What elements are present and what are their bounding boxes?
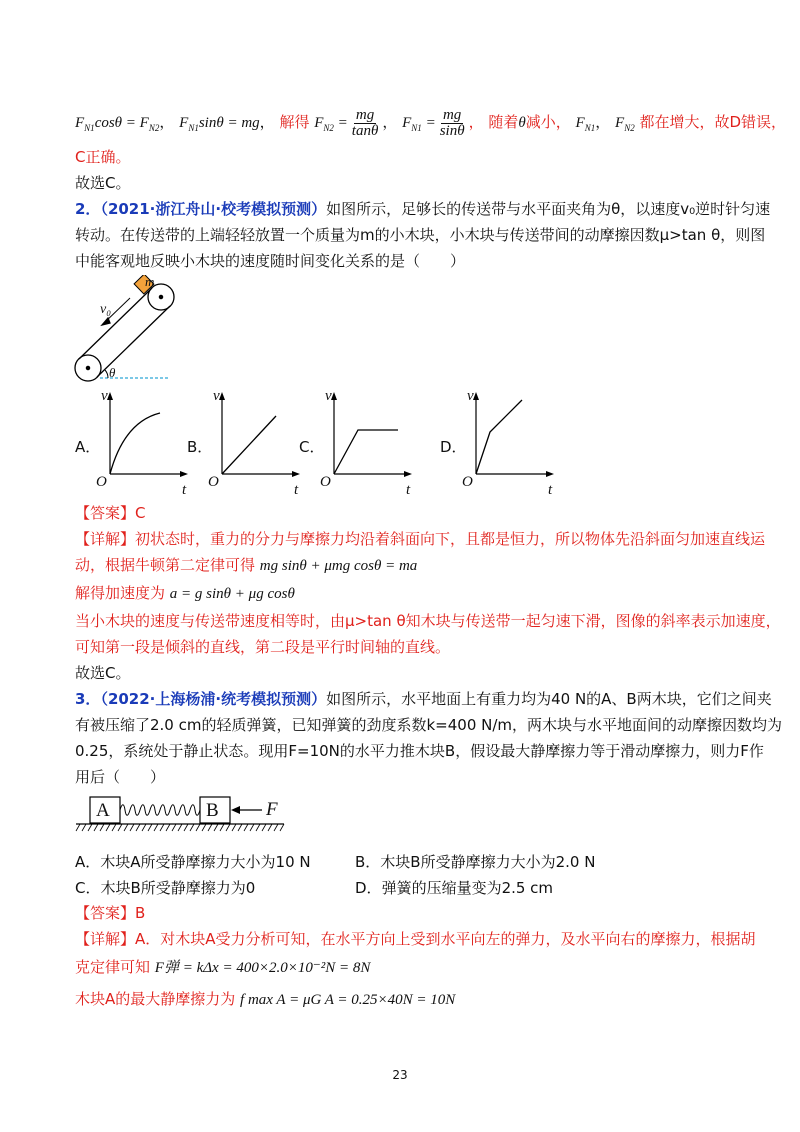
axis-t: t <box>182 482 187 498</box>
q3-option-a[interactable]: A．木块A所受静摩擦力大小为10 N <box>75 853 311 871</box>
answer-value: B <box>135 904 146 922</box>
axis-t: t <box>294 482 299 498</box>
q2-detail-line5: 可知第一段是倾斜的直线，第二段是平行时间轴的直线。 <box>75 638 451 656</box>
q3-number: 3． <box>75 690 101 708</box>
tail-b: 减小， <box>525 112 571 131</box>
graph-d <box>466 390 556 490</box>
axis-o: O <box>96 474 107 490</box>
force-label: F <box>266 799 278 820</box>
q2-detail-line3: 解得加速度为 a = g sinθ + μg cosθ <box>75 584 295 602</box>
q3-source: （2022·上海杨浦·统考模拟预测） <box>100 690 327 708</box>
tail-c: 都在增大，故D错误， <box>639 112 787 131</box>
hooke-equation: F弹 = kΔx = 400×2.0×10⁻²N = 8N <box>154 960 371 976</box>
answer-label: 【答案】 <box>75 904 136 922</box>
eq-fn1: $F_{N1}$ = $\frac{mg}{\sin\theta}$ <box>402 107 465 139</box>
q2-conclusion: 故选C。 <box>75 664 131 682</box>
eq-fn1-cos: $F_{N1}\cos\theta = F_{N2}$ <box>75 114 160 133</box>
q3-option-d[interactable]: D．弹簧的压缩量变为2.5 cm <box>355 879 554 897</box>
q3-answer <box>75 902 145 924</box>
q2-stem-line2: 转动。在传送带的上端轻轻放置一个质量为m的小木块，小木块与传送带间的动摩擦因数μ>tan θ，则图 <box>75 226 766 244</box>
block-b-label: B <box>206 800 219 821</box>
option-letter: C． <box>299 438 325 456</box>
eq-fn1-sin: $F_{N1}\sin\theta$ = mg <box>179 114 260 133</box>
detail-label: 【详解】 <box>75 530 136 548</box>
acceleration-equation: a = g sinθ + μg cosθ <box>169 586 295 602</box>
graph-a <box>100 390 190 490</box>
axis-o: O <box>208 474 219 490</box>
axis-o: O <box>462 474 473 490</box>
option-letter: B． <box>187 438 213 456</box>
top-equation-line: $F_{N1}\cos\theta = F_{N2}$， $F_{N1}\sin\theta$ = mg， 解得 $F_{N2}$ = $\frac{mg}{\tan\theta}$ ， $F_{N1}$ = $\frac{mg}{\sin\theta}$ ， 随着θ减小， $F_{N1}$， $F_{N2}$ 都在增大，故D错误， <box>75 107 787 139</box>
q2-source: （2021·浙江舟山·校考模拟预测） <box>100 200 327 218</box>
mass-label: m <box>145 274 155 289</box>
detail-label: 【详解】 <box>75 930 136 948</box>
solve-text: 解得 <box>279 112 310 131</box>
q2-stem-line3: 中能客观地反映小木块的速度随时间变化关系的是（ ） <box>75 252 466 270</box>
q2-answer <box>75 502 146 524</box>
q3-stem-line3: 0.25，系统处于静止状态。现用F=10N的水平力推木块B，假设最大静摩擦力等于滑动摩擦力，则力F作 <box>75 742 764 760</box>
option-letter: A． <box>75 438 101 456</box>
q2-detail-line1: 【详解】初状态时，重力的分力与摩擦力均沿着斜面向下，且都是恒力，所以物体先沿斜面匀加速直线运 <box>75 530 766 548</box>
axis-o: O <box>320 474 331 490</box>
angle-label: θ <box>109 365 116 380</box>
top-line3: 故选C。 <box>75 174 131 192</box>
theta-symbol: θ <box>518 114 526 131</box>
block-a-label: A <box>96 800 110 821</box>
axis-v: v <box>325 388 332 404</box>
conveyor-belt-figure <box>70 275 180 385</box>
graph-b <box>212 390 302 490</box>
answer-label: 【答案】 <box>75 504 136 522</box>
q2-detail-line4: 当小木块的速度与传送带速度相等时，由μ>tan θ知木块与传送带一起匀速下滑，图像的斜率表示加速度， <box>75 612 781 630</box>
q3-stem-line2: 有被压缩了2.0 cm的轻质弹簧，已知弹簧的劲度系数k=400 N/m，两木块与水平地面间的动摩擦因数均为 <box>75 716 783 734</box>
q3-detail-line1: 【详解】A．对木块A受力分析可知，在水平方向上受到水平向左的弹力，及水平向右的摩擦力，根据胡 <box>75 930 756 948</box>
spring <box>120 805 200 816</box>
top-line2: C正确。 <box>75 148 131 166</box>
q3-detail-line3: 木块A的最大静摩擦力为 f max A = μG A = 0.25×40N = 10N <box>75 990 456 1008</box>
q3-option-c[interactable]: C．木块B所受静摩擦力为0 <box>75 879 256 897</box>
q2-number: 2． <box>75 200 101 218</box>
q3-detail-line2: 克定律可知 F弹 = kΔx = 400×2.0×10⁻²N = 8N <box>75 958 371 976</box>
q3-option-b[interactable]: B．木块B所受静摩擦力大小为2.0 N <box>355 853 596 871</box>
graph-c <box>324 390 414 490</box>
axis-v: v <box>213 388 220 404</box>
axis-v: v <box>467 388 474 404</box>
q3-stem-line4: 用后（ ） <box>75 768 166 786</box>
q2-stem-line1: 2．（2021·浙江舟山·校考模拟预测）如图所示，足够长的传送带与水平面夹角为θ，以速度v₀逆时针匀速 <box>75 200 771 218</box>
axis-v: v <box>101 388 108 404</box>
velocity-label: v₀ <box>100 302 112 317</box>
q2-detail-line2: 动，根据牛顿第二定律可得 mg sinθ + μmg cosθ = ma <box>75 556 418 574</box>
page-number: 23 <box>392 1068 408 1082</box>
eq-fn2: $F_{N2}$ = $\frac{mg}{\tan\theta}$ <box>314 107 379 139</box>
answer-value: C <box>135 504 146 522</box>
option-letter: D． <box>440 438 467 456</box>
max-friction-equation: f max A = μG A = 0.25×40N = 10N <box>240 992 456 1008</box>
axis-t: t <box>548 482 553 498</box>
q3-stem-line1: 3．（2022·上海杨浦·统考模拟预测）如图所示，水平地面上有重力均为40 N的A、B两木块，它们之间夹 <box>75 690 772 708</box>
axis-t: t <box>406 482 411 498</box>
tail-a: 随着 <box>488 112 519 131</box>
newton-equation: mg sinθ + μmg cosθ = ma <box>259 558 418 574</box>
